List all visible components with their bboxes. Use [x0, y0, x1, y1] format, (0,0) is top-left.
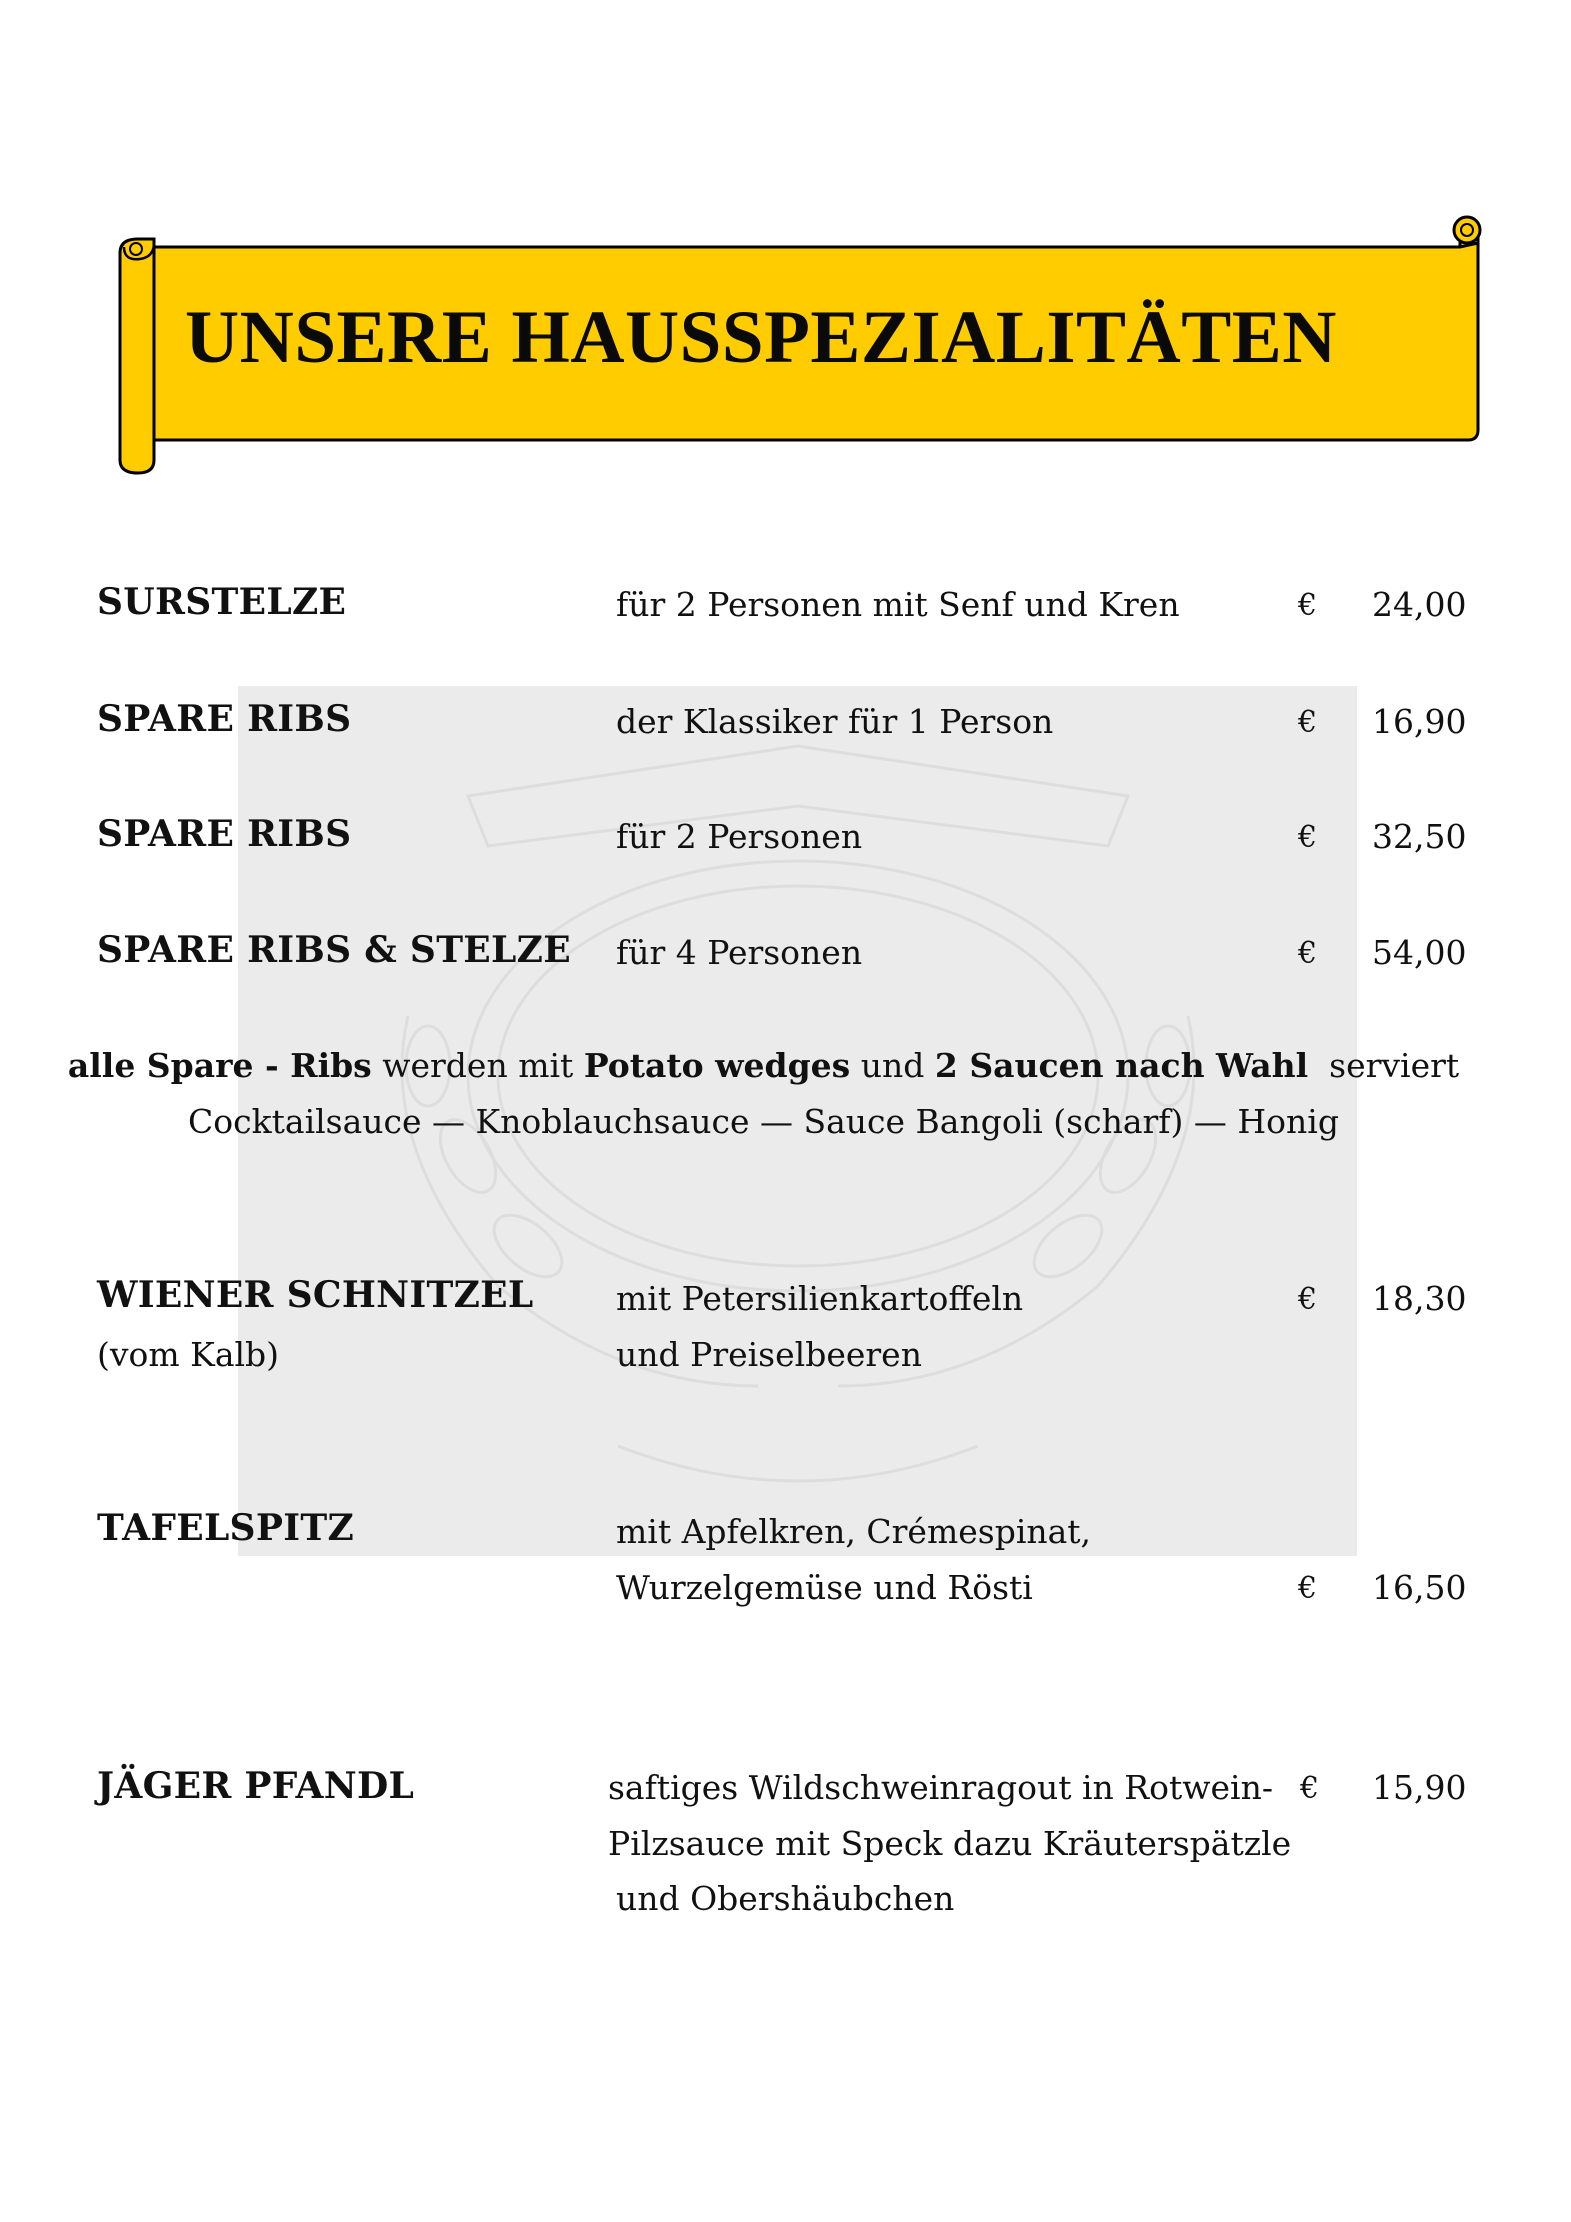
dish-price: 24,00	[1372, 585, 1467, 624]
note-segment: Potato wedges	[583, 1046, 851, 1085]
dish-subtitle: (vom Kalb)	[97, 1335, 280, 1374]
dish-price: 32,50	[1372, 817, 1467, 856]
currency-symbol: €	[1298, 936, 1318, 971]
note-segment: serviert	[1308, 1046, 1460, 1085]
dish-description: Pilzsauce mit Speck dazu Kräuterspätzle	[608, 1824, 1292, 1863]
dish-description: mit Apfelkren, Crémespinat,	[616, 1512, 1092, 1551]
dish-price: 16,50	[1372, 1568, 1467, 1607]
dish-description: für 4 Personen	[616, 933, 863, 972]
currency-symbol: €	[1298, 705, 1318, 740]
currency-symbol: €	[1298, 588, 1318, 623]
dish-description: der Klassiker für 1 Person	[616, 702, 1054, 741]
dish-price: 18,30	[1372, 1279, 1467, 1318]
dish-description: und Obershäubchen	[616, 1879, 955, 1918]
dish-description: für 2 Personen	[616, 817, 863, 856]
dish-description: und Preiselbeeren	[616, 1335, 922, 1374]
dish-name: WIENER SCHNITZEL	[97, 1274, 534, 1316]
currency-symbol: €	[1300, 1771, 1320, 1806]
currency-symbol: €	[1298, 1571, 1318, 1606]
dish-price: 15,90	[1372, 1768, 1467, 1807]
dish-price: 16,90	[1372, 702, 1467, 741]
dish-description: Wurzelgemüse und Rösti	[616, 1568, 1033, 1607]
dish-description: für 2 Personen mit Senf und Kren	[616, 585, 1180, 624]
ribs-note-line1	[0, 1046, 1571, 1085]
dish-price: 54,00	[1372, 933, 1467, 972]
dish-description: mit Petersilienkartoffeln	[616, 1279, 1024, 1318]
dish-name: SPARE RIBS	[97, 813, 352, 855]
currency-symbol: €	[1298, 1282, 1318, 1317]
page-title: UNSERE HAUSSPEZIALITÄTEN	[185, 296, 1337, 379]
ribs-note-sauces	[0, 1102, 1571, 1141]
dish-name: SPARE RIBS & STELZE	[97, 929, 571, 971]
dish-description: saftiges Wildschweinragout in Rotwein-	[608, 1768, 1273, 1807]
currency-symbol: €	[1298, 820, 1318, 855]
note-segment: 2 Saucen nach Wahl	[934, 1046, 1309, 1085]
dish-name: TAFELSPITZ	[97, 1507, 355, 1549]
note-segment: und	[850, 1046, 935, 1085]
dish-name: JÄGER PFANDL	[97, 1765, 415, 1807]
sauce-list: Cocktailsauce — Knoblauchsauce — Sauce Bangoli (scharf) — Honig	[188, 1102, 1339, 1141]
dish-name: SURSTELZE	[97, 581, 347, 623]
dish-name: SPARE RIBS	[97, 698, 352, 740]
note-segment: alle Spare - Ribs	[67, 1046, 372, 1085]
note-segment: werden mit	[371, 1046, 584, 1085]
